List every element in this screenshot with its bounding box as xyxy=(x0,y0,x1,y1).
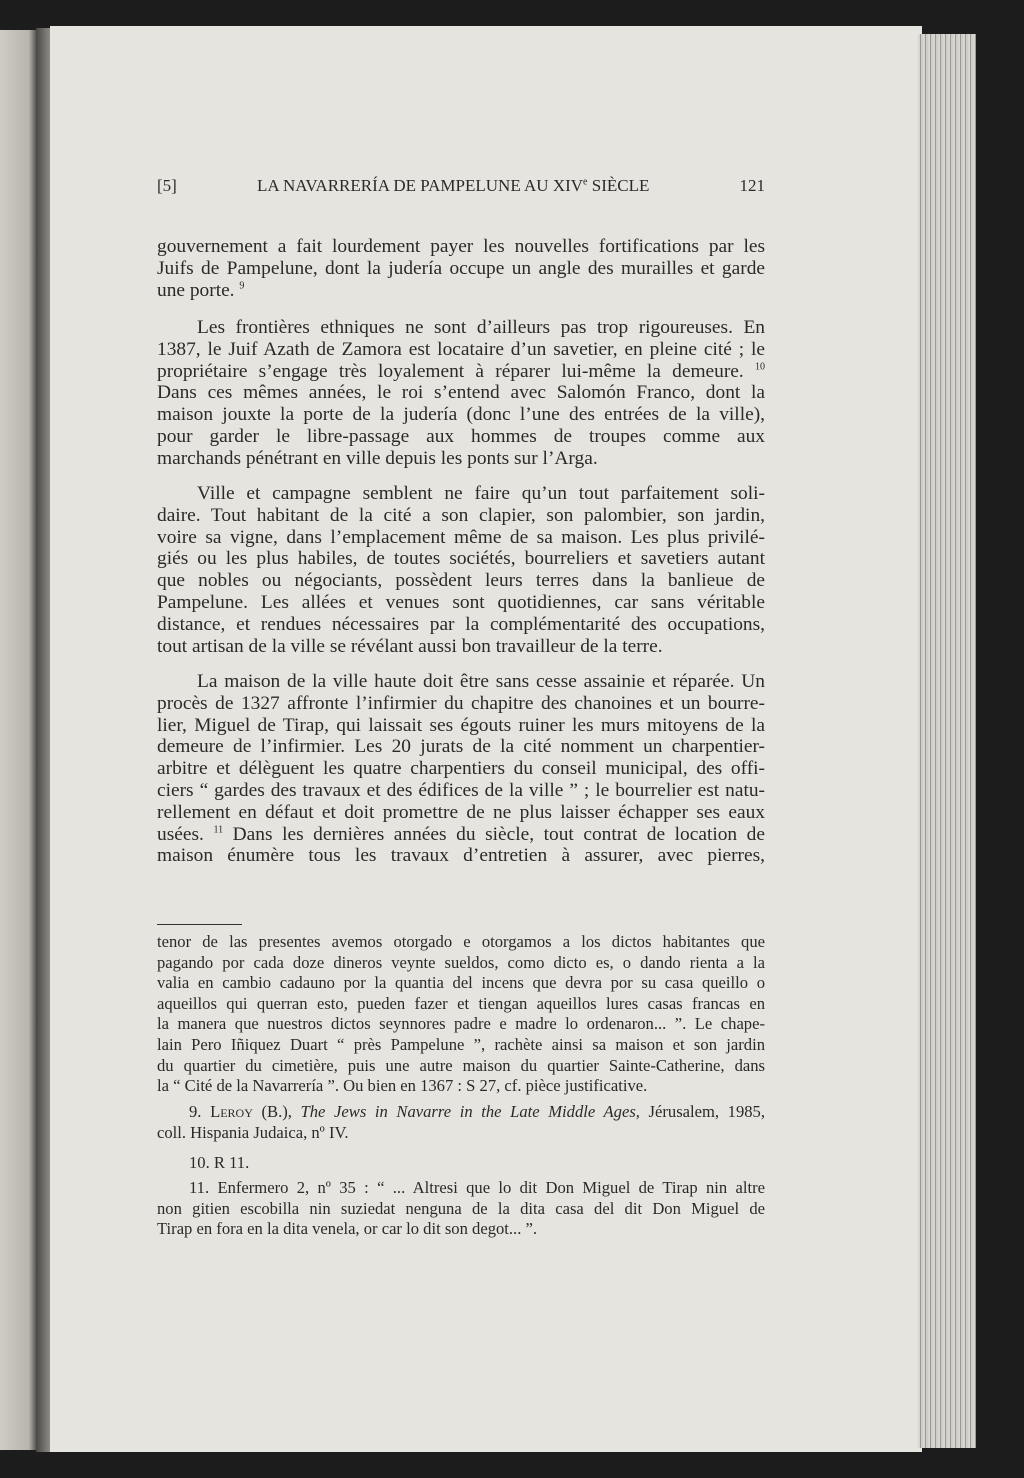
facing-page-edge xyxy=(0,30,36,1450)
running-title: LA NAVARRERÍA DE PAMPELUNE AU XIVe SIÈCLE xyxy=(257,176,650,195)
paragraph-2: Les frontières ethniques ne sont d’ailleurs pas trop rigoureuses. En 1387, le Juif Azath de Zamora est locataire d’un savetier, en pleine cité ; le propriétaire s’engage très loyalement à réparer lui-même la demeure. $^{10}$ Dans ces mêmes années, le roi s’entend avec Salomón Franco, dont la maison jouxte la porte de la judería (donc l’une des entrées de la ville), pour garder le libre-passage aux hommes de troupes comme aux marchands pénétrant en ville depuis les ponts sur l’Arga. xyxy=(157,317,765,469)
footnote-11: 11. Enfermero 2, nº 35 : “ ... Altresi que lo dit Don Miguel de Tirap nin altre non gitien escobilla nin suziedat nenguna de la dita casa del dit Don Miguel de Tirap en fora en la dita venela, or car lo dit son degot... ”. xyxy=(157,1178,765,1239)
paragraph-4: La maison de la ville haute doit être sans cesse assainie et réparée. Un procès de 1327 affronte l’infirmier du chapitre des chanoines et un bourre- lier, Miguel de Tirap, qui laissait ses égouts ruiner les murs mitoyens de la demeure de l’infirmier. Les 20 jurats de la cité nomment un charpentier- arbitre et délèguent les quatre charpentiers du conseil municipal, des offi- ciers “ gardes des travaux et des édifices de la ville ” ; le bourrelier est natu- rellement en défaut et doit promettre de ne plus laisser échapper ses eaux usées. $^{11}$ Dans les dernières années du siècle, tout contrat de location de maison énumère tous les travaux d’entretien à assurer, avec pierres, xyxy=(157,671,765,867)
paragraph-1: gouvernement a fait lourdement payer les nouvelles fortifications par les Juifs de Pampelune, dont la judería occupe un angle des murailles et garde une porte. $^9$ xyxy=(157,236,765,301)
footnote-ref: 9 xyxy=(239,280,245,292)
footnote-10: 10. R 11. xyxy=(189,1153,250,1172)
footnote-continued: tenor de las presentes avemos otorgado e otorgamos a los dictos habitantes que pagando por cada doze dineros veynte sueldos, como dicto es, o dando rienta a la valia en cambio cadauno por la quantia del incens que devra por su casa queillo o aqueillos qui querran esto, pueden fazer et tiengan aqueillos lures casas francas en la manera que nuestros dictos seynnores padre e madre lo ordenaron... ”. Le chape- lain Pero Iñiquez Duart “ près Pampelune ”, rachète ainsi sa maison et son jardin du quartier du cimetière, puis une autre maison du quartier Sainte-Catherine, dans la “ Cité de la Navarrería ”. Ou bien en 1367 : S 27, cf. pièce justificative. xyxy=(157,932,765,1096)
section-number: [5] xyxy=(157,176,177,195)
page-edges xyxy=(918,34,976,1448)
running-header xyxy=(157,176,765,200)
footnote-rule xyxy=(157,924,242,925)
page-number: 121 xyxy=(739,176,765,195)
footnote-ref: 11 xyxy=(213,824,224,836)
paragraph-3: Ville et campagne semblent ne faire qu’un tout parfaitement soli- daire. Tout habitant de la cité a son clapier, son palombier, son jardin, voire sa vigne, dans l’emplacement même de sa maison. Les plus privilé- giés ou les plus habiles, de toutes sociétés, bourreliers et savetiers autant que nobles ou négociants, possèdent leurs terres dans la banlieue de Pampelune. Les allées et venues sont quotidiennes, car sans véritable distance, et rendues nécessaires par la complémentarité des occupations, tout artisan de la ville se révélant aussi bon travailleur de la terre. xyxy=(157,483,765,657)
footnote-9: 9. Leroy (B.), The Jews in Navarre in the Late Middle Ages, Jérusalem, 1985, coll. Hispania Judaica, nº IV. xyxy=(157,1102,765,1142)
footnote-ref: 10 xyxy=(754,361,765,373)
book-gutter xyxy=(36,28,50,1452)
